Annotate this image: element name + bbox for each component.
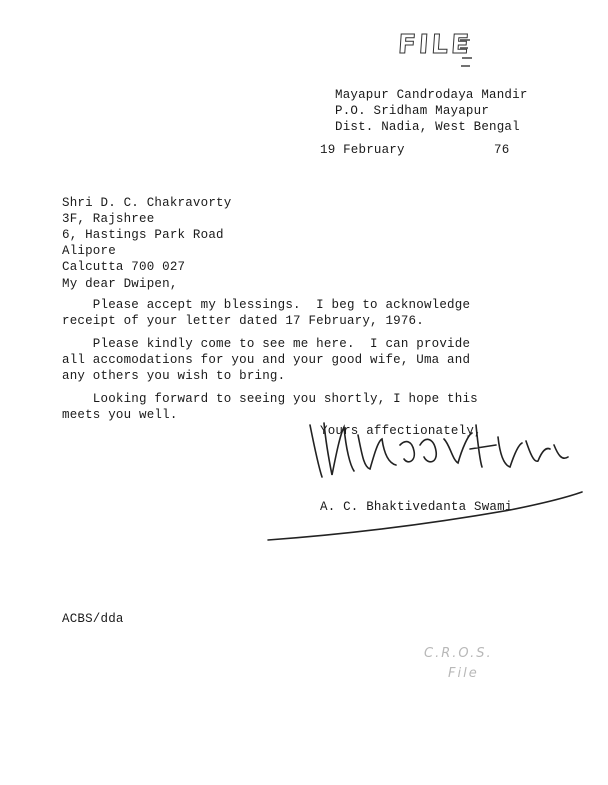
faint-note: File: [448, 666, 479, 681]
recipient-line: Shri D. C. Chakravorty: [62, 196, 232, 210]
sender-line: P.O. Sridham Mayapur: [335, 104, 490, 118]
typist-initials: ACBS/dda: [62, 612, 124, 626]
letter-date: 19 February: [320, 143, 405, 157]
body-line: Looking forward to seeing you shortly, I hope this: [62, 392, 478, 406]
body-line: Please accept my blessings. I beg to acknowledge: [62, 298, 471, 312]
body-line: any others you wish to bring.: [62, 369, 286, 383]
salutation: My dear Dwipen,: [62, 277, 178, 291]
signature-underline: [260, 488, 590, 548]
closing: Yours affectionately,: [320, 424, 482, 438]
recipient-line: Alipore: [62, 244, 116, 258]
body-line: Please kindly come to see me here. I can provide: [62, 337, 471, 351]
letter-year: 76: [494, 143, 510, 157]
stamp-marks-icon: [458, 36, 474, 70]
sender-line: Mayapur Candrodaya Mandir: [335, 88, 528, 102]
handwritten-signature: [300, 405, 575, 485]
recipient-line: 6, Hastings Park Road: [62, 228, 224, 242]
signature-name: A. C. Bhaktivedanta Swami: [320, 500, 513, 514]
body-line: receipt of your letter dated 17 February, 1976.: [62, 314, 424, 328]
body-line: meets you well.: [62, 408, 178, 422]
recipient-line: Calcutta 700 027: [62, 260, 186, 274]
faint-note: C.R.O.S.: [424, 646, 493, 661]
file-stamp: FILE: [396, 30, 473, 60]
recipient-line: 3F, Rajshree: [62, 212, 155, 226]
sender-line: Dist. Nadia, West Bengal: [335, 120, 520, 134]
body-line: all accomodations for you and your good wife, Uma and: [62, 353, 471, 367]
